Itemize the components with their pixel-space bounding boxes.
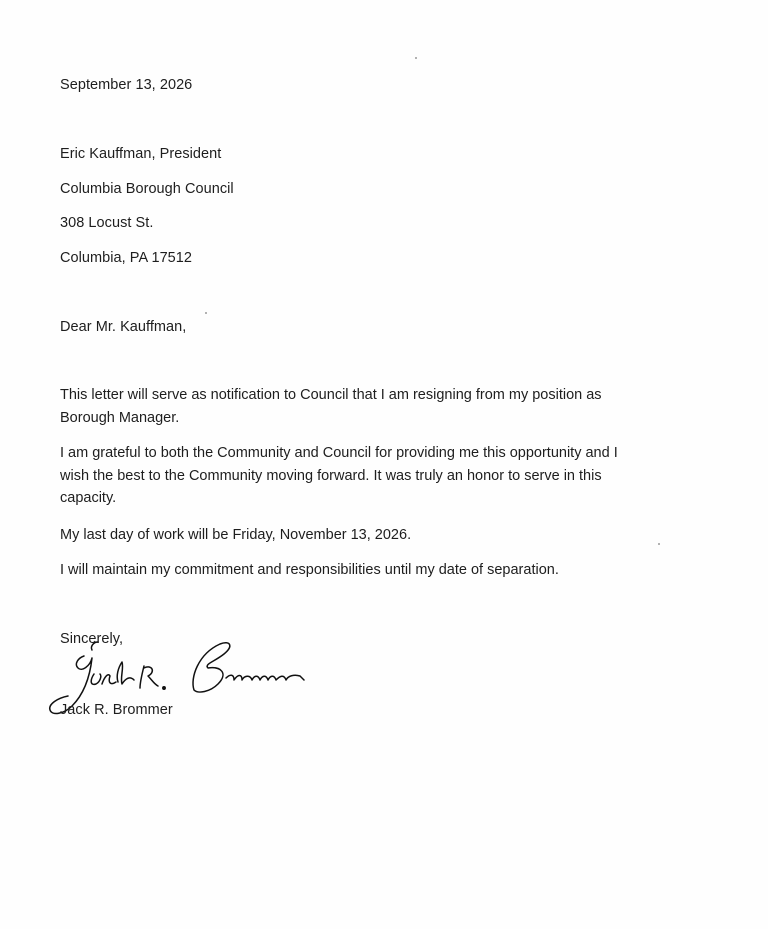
scan-speck [415, 57, 417, 59]
body-paragraph-1 [60, 384, 700, 429]
body-line: I will maintain my commitment and responsibilities until my date of separation. [60, 562, 559, 578]
body-paragraph-3 [60, 524, 700, 547]
body-line: I am grateful to both the Community and Council for providing me this opportunity and I [60, 445, 618, 461]
body-line: This letter will serve as notification to Council that I am resigning from my position as [60, 387, 602, 403]
recipient-street: 308 Locust St. [60, 215, 154, 231]
recipient-name: Eric Kauffman, President [60, 146, 222, 162]
recipient-organization: Columbia Borough Council [60, 181, 234, 197]
signer-name: Jack R. Brommer [60, 702, 173, 718]
body-paragraph-4 [60, 559, 700, 582]
body-line: capacity. [60, 490, 117, 506]
letter-date: September 13, 2026 [60, 77, 193, 93]
body-line: wish the best to the Community moving forward. It was truly an honor to serve in this [60, 467, 602, 484]
body-paragraph-2 [60, 442, 700, 510]
salutation: Dear Mr. Kauffman, [60, 319, 187, 335]
closing: Sincerely, [60, 631, 124, 647]
recipient-city: Columbia, PA 17512 [60, 250, 193, 266]
body-line: Borough Manager. [60, 409, 180, 426]
body-line: My last day of work will be Friday, November 13, 2026. [60, 527, 412, 543]
scan-speck [205, 312, 207, 314]
